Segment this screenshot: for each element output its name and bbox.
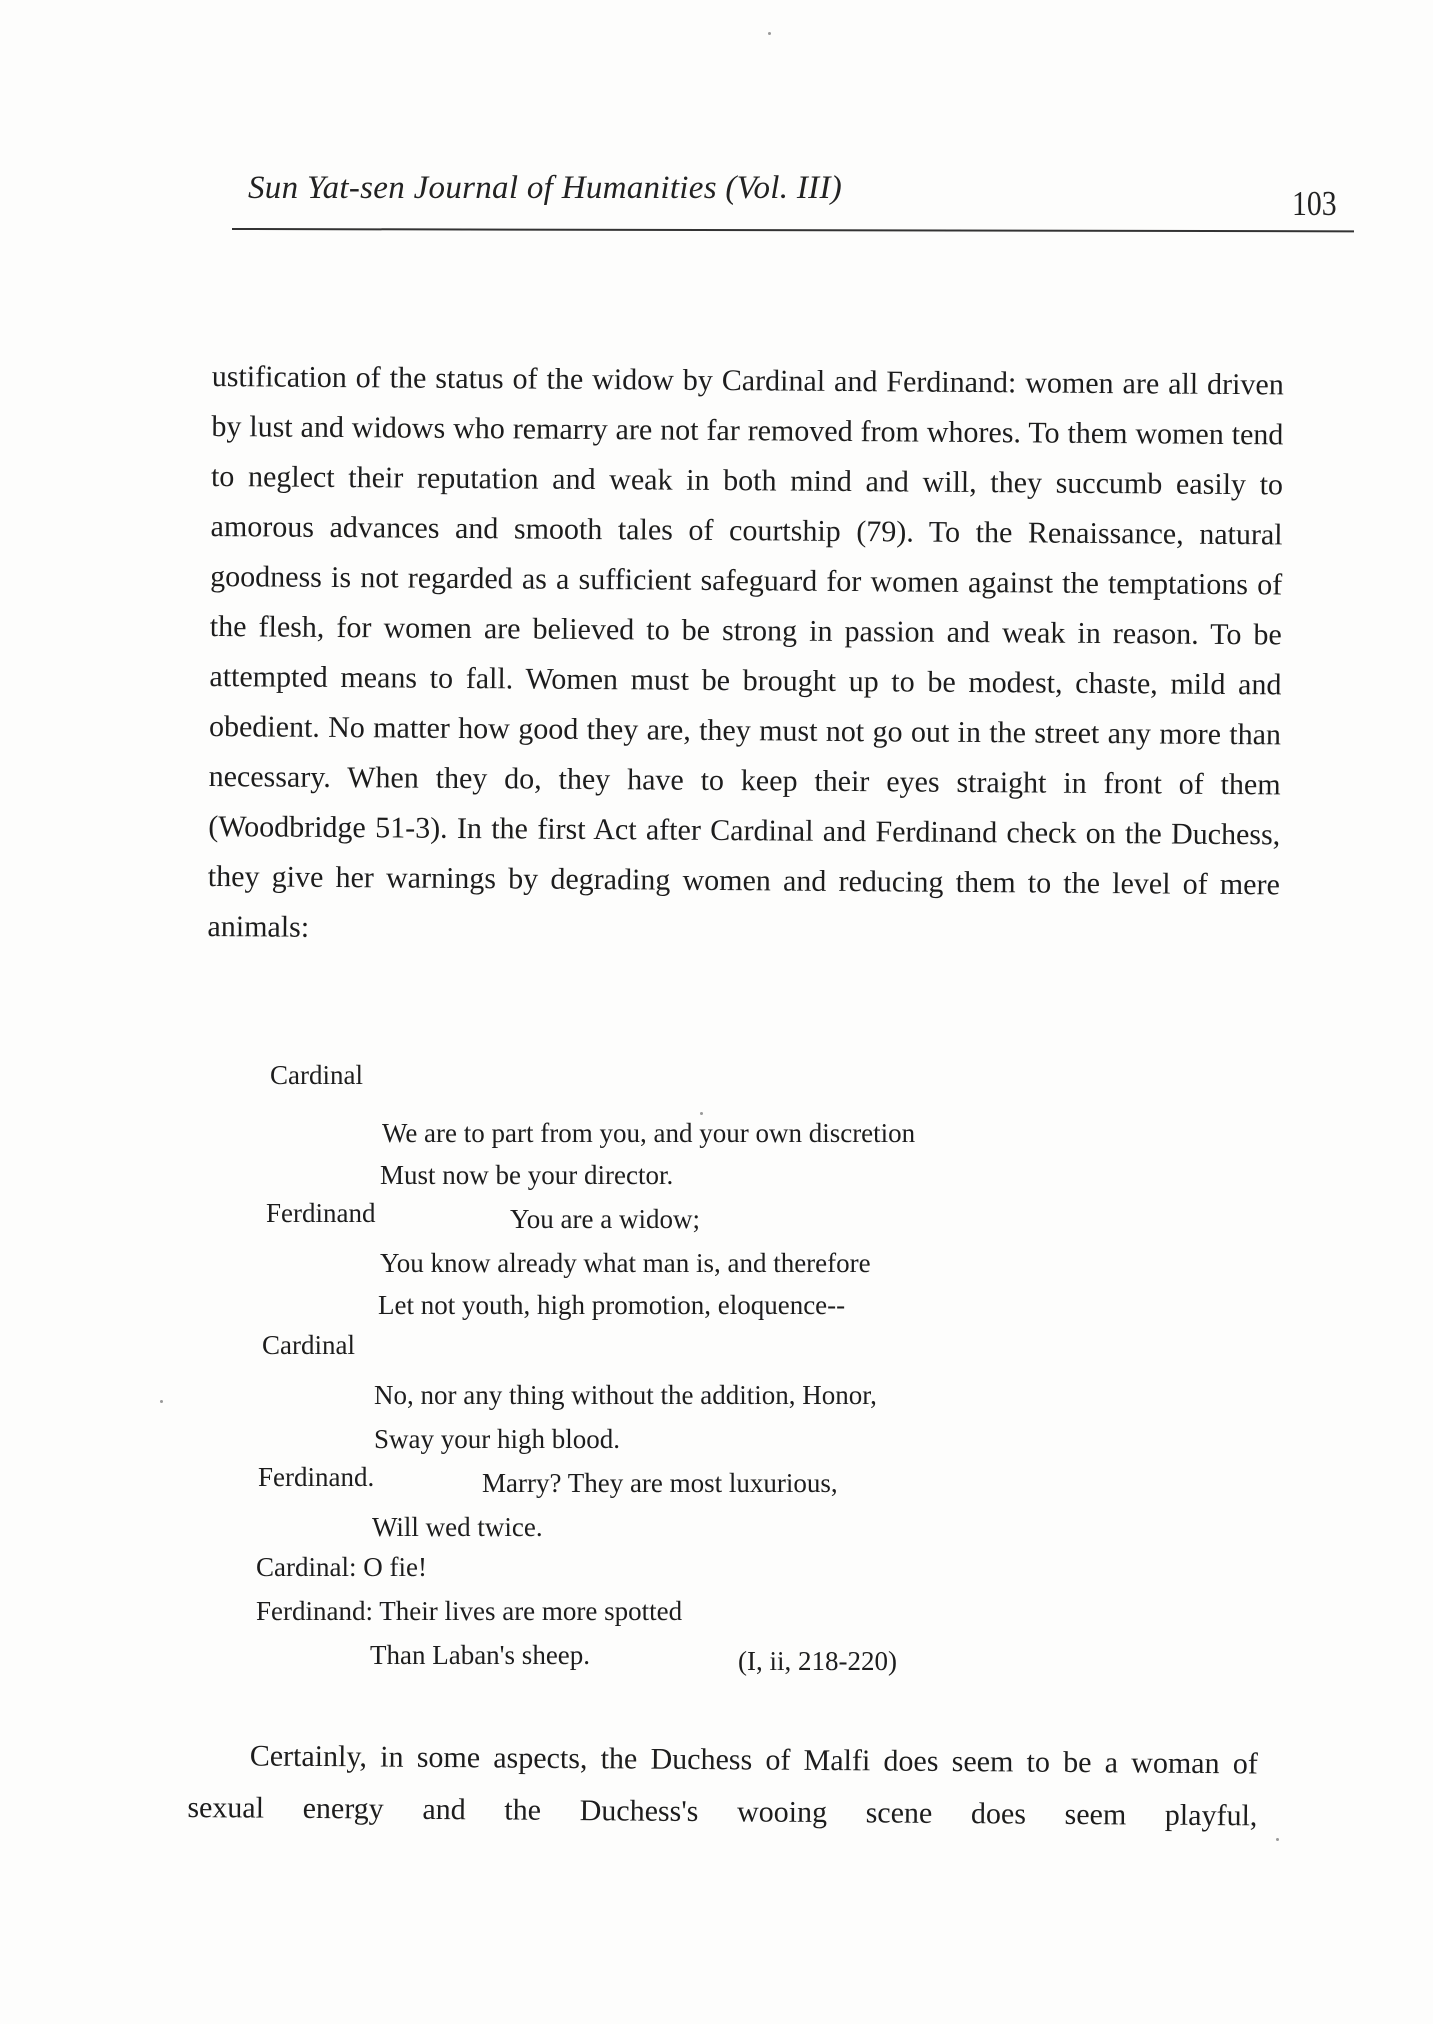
quote-citation: (I, ii, 218-220) [738,1646,897,1676]
quote-line: Marry? They are most luxurious, [482,1468,838,1498]
scan-speck [160,1400,163,1403]
quote-line: Ferdinand: Their lives are more spotted [256,1596,683,1626]
quote-line: Cardinal: O fie! [256,1552,427,1582]
body-paragraph [187,1730,1258,1842]
quote-line: We are to part from you, and your own discretion [382,1118,916,1148]
speaker-cardinal: Cardinal [270,1060,363,1090]
quote-line: Will wed twice. [372,1512,543,1542]
quote-line: Sway your high blood. [374,1424,620,1454]
quote-line: Let not youth, high promotion, eloquence-- [378,1290,846,1320]
speaker-ferdinand: Ferdinand. [258,1462,375,1492]
quote-line: Than Laban's sheep. [370,1640,591,1670]
speaker-cardinal: Cardinal [262,1330,355,1360]
quote-line: You are a widow; [510,1204,700,1234]
running-header-title: Sun Yat-sen Journal of Humanities (Vol. III) [248,170,843,206]
speaker-ferdinand: Ferdinand [266,1198,376,1228]
scan-speck [1276,1838,1279,1841]
scan-speck [768,32,771,35]
paragraph-text: Certainly, in some aspects, the Duchess of Malfi does seem to be a woman of sexual energy and the Duchess's wooing scene does seem playful, [187,1739,1258,1833]
quote-line: No, nor any thing without the addition, Honor, [374,1380,877,1410]
body-paragraph: ustification of the status of the widow by Cardinal and Ferdinand: women are all driven by lust and widows who remarry are not far removed from whores. To them women tend to neglect their reputation and weak in both mind and will, they succumb easily to amorous advances and smooth tales of courtship (79). To the Renaissance, natural goodness is not regarded as a sufficient safeguard for women against the temptations of the flesh, for women are believed to be strong in passion and weak in reason. To be attempted means to fall. Women must be brought up to be modest, chaste, mild and obedient. No matter how good they are, they must not go out in the street any more than necessary. When they do, they have to keep their eyes straight in front of them (Woodbridge 51-3). In the first Act after Cardinal and Ferdinand check on the Duchess, they give her warnings by degrading women and reducing them to the level of mere animals: [207,359,1284,944]
quote-line: You know already what man is, and therefore [380,1248,871,1278]
page-number: 103 [1292,184,1337,223]
quote-line: Must now be your director. [380,1160,674,1190]
scan-speck [700,1112,703,1115]
